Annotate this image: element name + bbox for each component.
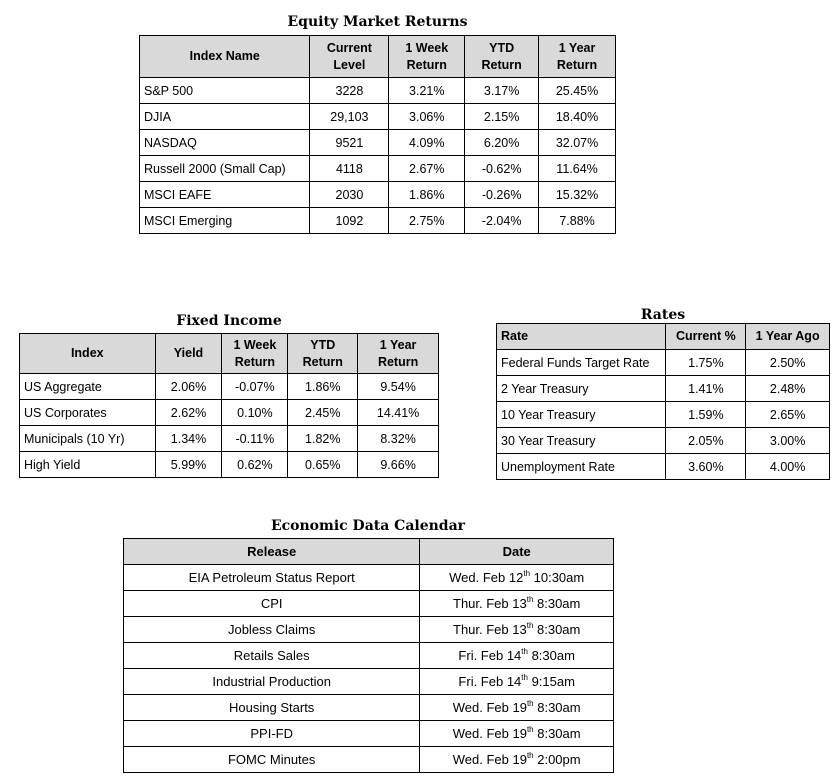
equity-header-1-week-return: 1 Week Return xyxy=(389,36,465,78)
cell-release: EIA Petroleum Status Report xyxy=(124,565,420,591)
cell-date xyxy=(420,617,614,643)
fixed-income-title: Fixed Income xyxy=(176,313,282,329)
table-row xyxy=(497,402,830,428)
cell-1-year-ago: 2.65% xyxy=(746,402,830,428)
calendar-header-date: Date xyxy=(420,539,614,565)
cell-ytd-return: -2.04% xyxy=(465,208,539,234)
date-text: Wed. Feb 12 xyxy=(449,570,524,585)
cell-yield: 1.34% xyxy=(155,426,222,452)
cell-index-name: MSCI Emerging xyxy=(140,208,310,234)
cell-ytd-return: 2.45% xyxy=(288,400,358,426)
cell-date xyxy=(420,643,614,669)
calendar-header-release: Release xyxy=(124,539,420,565)
date-text: Fri. Feb 14 xyxy=(458,648,522,663)
date-suffix: th xyxy=(526,751,534,760)
cell-1-year-return: 8.32% xyxy=(358,426,439,452)
cell-1-year-return: 11.64% xyxy=(539,156,616,182)
fixed-income-header-1-year-return: 1 Year Return xyxy=(358,334,439,374)
cell-1-year-ago: 3.00% xyxy=(746,428,830,454)
cell-current-level: 29,103 xyxy=(310,104,389,130)
date-suffix: th xyxy=(523,569,531,578)
table-row xyxy=(20,426,439,452)
time-text: 8:30am xyxy=(533,700,581,715)
cell-release: Retails Sales xyxy=(124,643,420,669)
cell-ytd-return: 1.86% xyxy=(288,374,358,400)
cell-rate: 30 Year Treasury xyxy=(497,428,666,454)
cell-rate: 2 Year Treasury xyxy=(497,376,666,402)
cell-current: 1.75% xyxy=(666,350,746,376)
cell-current: 1.59% xyxy=(666,402,746,428)
cell-current: 2.05% xyxy=(666,428,746,454)
cell-1-year-return: 7.88% xyxy=(539,208,616,234)
cell-1-week-return: 3.21% xyxy=(389,78,465,104)
table-row xyxy=(124,643,614,669)
equity-header-ytd-return: YTD Return xyxy=(465,36,539,78)
cell-1-year-return: 14.41% xyxy=(358,400,439,426)
equity-title: Equity Market Returns xyxy=(287,14,468,30)
cell-date xyxy=(420,591,614,617)
equity-header-current-level: Current Level xyxy=(310,36,389,78)
cell-yield: 2.62% xyxy=(155,400,222,426)
table-row xyxy=(140,130,616,156)
date-text: Fri. Feb 14 xyxy=(458,674,522,689)
cell-1-week-return: -0.11% xyxy=(222,426,288,452)
cell-index: US Aggregate xyxy=(20,374,156,400)
equity-table xyxy=(139,35,616,234)
cell-yield: 5.99% xyxy=(155,452,222,478)
cell-rate: Unemployment Rate xyxy=(497,454,666,480)
cell-index-name: Russell 2000 (Small Cap) xyxy=(140,156,310,182)
cell-1-year-return: 15.32% xyxy=(539,182,616,208)
cell-1-week-return: 3.06% xyxy=(389,104,465,130)
table-row xyxy=(124,669,614,695)
fixed-income-table xyxy=(19,333,439,478)
table-row xyxy=(124,695,614,721)
cell-1-year-return: 18.40% xyxy=(539,104,616,130)
cell-ytd-return: -0.26% xyxy=(465,182,539,208)
table-row xyxy=(124,617,614,643)
table-row xyxy=(124,721,614,747)
cell-1-year-return: 9.54% xyxy=(358,374,439,400)
fixed-income-header-ytd-return: YTD Return xyxy=(288,334,358,374)
cell-1-week-return: -0.07% xyxy=(222,374,288,400)
fixed-income-header-index: Index xyxy=(20,334,156,374)
date-text: Wed. Feb 19 xyxy=(452,700,527,715)
cell-1-week-return: 1.86% xyxy=(389,182,465,208)
cell-current-level: 4118 xyxy=(310,156,389,182)
table-row xyxy=(497,376,830,402)
cell-release: FOMC Minutes xyxy=(124,747,420,773)
calendar-title: Economic Data Calendar xyxy=(270,518,466,534)
cell-release: Jobless Claims xyxy=(124,617,420,643)
table-row xyxy=(124,565,614,591)
cell-1-week-return: 4.09% xyxy=(389,130,465,156)
cell-current-level: 1092 xyxy=(310,208,389,234)
time-text: 8:30am xyxy=(533,596,581,611)
cell-index-name: DJIA xyxy=(140,104,310,130)
cell-current-level: 3228 xyxy=(310,78,389,104)
cell-date xyxy=(420,565,614,591)
cell-date xyxy=(420,695,614,721)
table-row xyxy=(140,182,616,208)
date-suffix: th xyxy=(526,699,534,708)
table-row xyxy=(124,591,614,617)
cell-index: High Yield xyxy=(20,452,156,478)
date-text: Thur. Feb 13 xyxy=(453,596,527,611)
cell-current-level: 9521 xyxy=(310,130,389,156)
date-text: Wed. Feb 19 xyxy=(452,726,527,741)
table-row xyxy=(20,400,439,426)
table-row xyxy=(140,78,616,104)
cell-1-week-return: 2.67% xyxy=(389,156,465,182)
date-suffix: th xyxy=(526,621,534,630)
table-row xyxy=(20,374,439,400)
cell-ytd-return: 0.65% xyxy=(288,452,358,478)
cell-index-name: NASDAQ xyxy=(140,130,310,156)
cell-1-year-ago: 2.48% xyxy=(746,376,830,402)
cell-1-year-return: 25.45% xyxy=(539,78,616,104)
fixed-income-header-yield: Yield xyxy=(155,334,222,374)
cell-ytd-return: -0.62% xyxy=(465,156,539,182)
table-row xyxy=(124,747,614,773)
rates-title: Rates xyxy=(640,307,686,323)
cell-rate: Federal Funds Target Rate xyxy=(497,350,666,376)
cell-current-level: 2030 xyxy=(310,182,389,208)
rates-header-current: Current % xyxy=(666,324,746,350)
time-text: 8:30am xyxy=(533,726,581,741)
table-row xyxy=(497,350,830,376)
cell-release: Industrial Production xyxy=(124,669,420,695)
cell-date xyxy=(420,669,614,695)
cell-1-week-return: 0.62% xyxy=(222,452,288,478)
time-text: 10:30am xyxy=(530,570,585,585)
cell-release: CPI xyxy=(124,591,420,617)
cell-release: Housing Starts xyxy=(124,695,420,721)
date-suffix: th xyxy=(526,725,534,734)
fixed-income-header-row xyxy=(20,334,439,374)
cell-ytd-return: 1.82% xyxy=(288,426,358,452)
cell-1-year-return: 9.66% xyxy=(358,452,439,478)
calendar-header-row xyxy=(124,539,614,565)
time-text: 8:30am xyxy=(533,622,581,637)
date-suffix: th xyxy=(521,647,528,656)
cell-ytd-return: 6.20% xyxy=(465,130,539,156)
cell-ytd-return: 3.17% xyxy=(465,78,539,104)
date-suffix: th xyxy=(526,595,534,604)
date-text: Thur. Feb 13 xyxy=(453,622,527,637)
cell-index-name: S&P 500 xyxy=(140,78,310,104)
equity-header-row xyxy=(140,36,616,78)
cell-1-year-return: 32.07% xyxy=(539,130,616,156)
cell-ytd-return: 2.15% xyxy=(465,104,539,130)
cell-release: PPI-FD xyxy=(124,721,420,747)
cell-1-year-ago: 2.50% xyxy=(746,350,830,376)
rates-table xyxy=(496,323,830,480)
time-text: 2:00pm xyxy=(533,752,581,767)
table-row xyxy=(497,428,830,454)
calendar-table xyxy=(123,538,614,773)
table-row xyxy=(140,156,616,182)
cell-date xyxy=(420,721,614,747)
time-text: 9:15am xyxy=(527,674,575,689)
cell-1-week-return: 0.10% xyxy=(222,400,288,426)
cell-yield: 2.06% xyxy=(155,374,222,400)
cell-index: US Corporates xyxy=(20,400,156,426)
cell-current: 3.60% xyxy=(666,454,746,480)
cell-1-year-ago: 4.00% xyxy=(746,454,830,480)
rates-header-rate: Rate xyxy=(497,324,666,350)
rates-header-1-year-ago: 1 Year Ago xyxy=(746,324,830,350)
time-text: 8:30am xyxy=(527,648,575,663)
cell-date xyxy=(420,747,614,773)
fixed-income-header-1-week-return: 1 Week Return xyxy=(222,334,288,374)
table-row xyxy=(140,208,616,234)
rates-header-row xyxy=(497,324,830,350)
table-row xyxy=(20,452,439,478)
cell-rate: 10 Year Treasury xyxy=(497,402,666,428)
cell-index: Municipals (10 Yr) xyxy=(20,426,156,452)
date-text: Wed. Feb 19 xyxy=(452,752,527,767)
equity-header-1-year-return: 1 Year Return xyxy=(539,36,616,78)
date-suffix: th xyxy=(521,673,528,682)
cell-index-name: MSCI EAFE xyxy=(140,182,310,208)
table-row xyxy=(497,454,830,480)
table-row xyxy=(140,104,616,130)
equity-header-index-name: Index Name xyxy=(140,36,310,78)
cell-1-week-return: 2.75% xyxy=(389,208,465,234)
cell-current: 1.41% xyxy=(666,376,746,402)
